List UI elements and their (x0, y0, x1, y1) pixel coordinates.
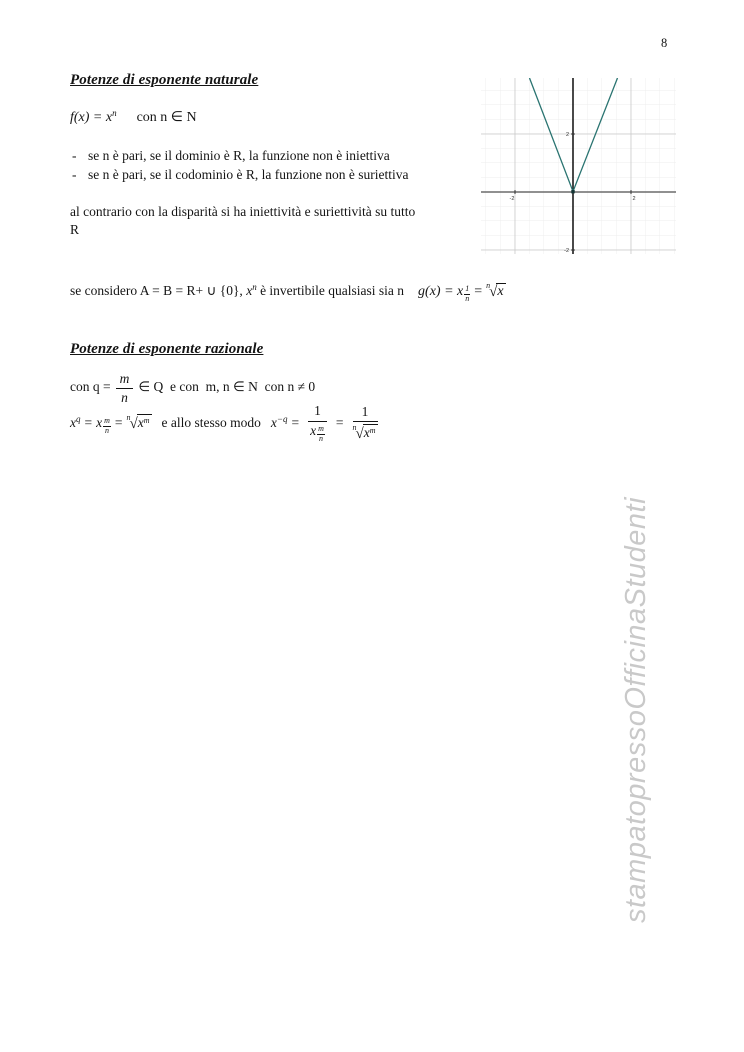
x-tick-label-pos: 2 (632, 196, 636, 202)
graph-grid (481, 78, 676, 254)
radicand-base: x (363, 425, 370, 441)
q-definition-line (70, 371, 315, 405)
paragraph-line: R (70, 222, 80, 237)
section-title-rational: Potenze di esponente razionale (70, 341, 264, 357)
bullet-text: se n è pari, se il codominio è R, la funzione non è suriettiva (88, 167, 409, 182)
big-numerator: 1 (308, 404, 327, 422)
den-exponent-fraction (317, 425, 325, 444)
xmn-base: x (96, 414, 103, 430)
bullet-item (72, 146, 409, 165)
invert-x: x (246, 283, 253, 298)
origin-point (571, 190, 574, 193)
y-tick-label-neg: -2 (564, 248, 569, 254)
big-numerator: 1 (353, 405, 378, 423)
paragraph-line: al contrario con la disparità si ha iniettività e suriettività su tutto (70, 204, 416, 219)
equals-sign: = (474, 284, 483, 299)
bullet-item (72, 165, 409, 184)
paragraph-disparity (70, 203, 415, 239)
bullet-marker: - (72, 148, 77, 163)
xnegq-base: x (270, 414, 277, 430)
formula-fx (70, 108, 197, 126)
nth-root (486, 281, 505, 301)
bullet-marker: - (72, 167, 77, 182)
reciprocal-fraction-1 (308, 404, 327, 443)
exp-denominator: n (105, 425, 110, 435)
exp-numerator: m (318, 423, 324, 433)
invert-text-before: se considero A = B = R+ ∪ {0}, (70, 283, 247, 298)
big-denominator (310, 422, 325, 444)
nth-root-xm (127, 413, 152, 433)
reciprocal-fraction-2 (353, 405, 378, 443)
fx-condition: con n ∈ N (136, 110, 197, 125)
radicand: x (497, 284, 504, 299)
radical-sign: √ (489, 284, 498, 300)
g-formula (418, 281, 506, 303)
bullet-text: se n è pari, se il dominio è R, la funzione non è iniettiva (88, 148, 390, 163)
qdef-after: ∈ Q e con m, n ∈ N con n ≠ 0 (138, 379, 316, 395)
fx-exponent: n (112, 108, 117, 118)
invert-x-exponent: n (252, 282, 257, 292)
fx-lhs: f(x) = x (70, 110, 113, 125)
big-denominator (353, 422, 378, 443)
mn-exponent-fraction (103, 417, 111, 436)
exp-numerator: m (104, 415, 110, 425)
equals-sign: = (84, 414, 93, 430)
radical-sign: √ (129, 415, 138, 432)
root-index: n (486, 281, 491, 290)
equals-sign: = (335, 414, 344, 430)
equals-sign: = (114, 414, 123, 430)
radicand (363, 424, 378, 441)
g-exp-denominator: n (465, 293, 470, 303)
function-graph (481, 78, 676, 254)
radicand-exponent: m (143, 415, 150, 425)
connector-text: e allo stesso modo (161, 414, 261, 430)
y-tick-label-pos: 2 (565, 132, 569, 138)
xq-base: x (70, 414, 76, 430)
watermark-text: stampatopressoOfficinaStudenti (620, 496, 652, 923)
root-index: n (126, 412, 131, 422)
bullet-list (72, 146, 409, 184)
nth-root-xm (353, 424, 378, 443)
radical-sign: √ (355, 426, 364, 443)
radicand-base: x (137, 414, 144, 430)
radicand (137, 414, 152, 431)
radicand-exponent: m (369, 426, 376, 436)
den-base: x (310, 422, 317, 438)
fraction-numerator: m (116, 371, 134, 389)
root-index: n (352, 423, 357, 433)
power-formula-line (70, 404, 383, 443)
equals-sign: = (291, 414, 300, 430)
fraction-denominator: n (121, 389, 128, 405)
invertibility-line (70, 281, 506, 304)
x-tick-label-neg: -2 (509, 196, 515, 202)
xq-exponent: q (76, 413, 81, 424)
g-exp-numerator: 1 (465, 284, 470, 293)
g-lhs: g(x) = x (418, 284, 464, 299)
xnegq-exponent: −q (276, 413, 288, 424)
m-over-n-fraction (116, 371, 134, 405)
section-title-natural: Potenze di esponente naturale (70, 72, 259, 88)
g-exponent-fraction (464, 285, 470, 304)
exp-denominator: n (319, 433, 323, 443)
page-number: 8 (661, 36, 668, 50)
invert-text-after: è invertibile qualsiasi sia n (256, 283, 405, 298)
qdef-before: con q = (70, 379, 111, 395)
